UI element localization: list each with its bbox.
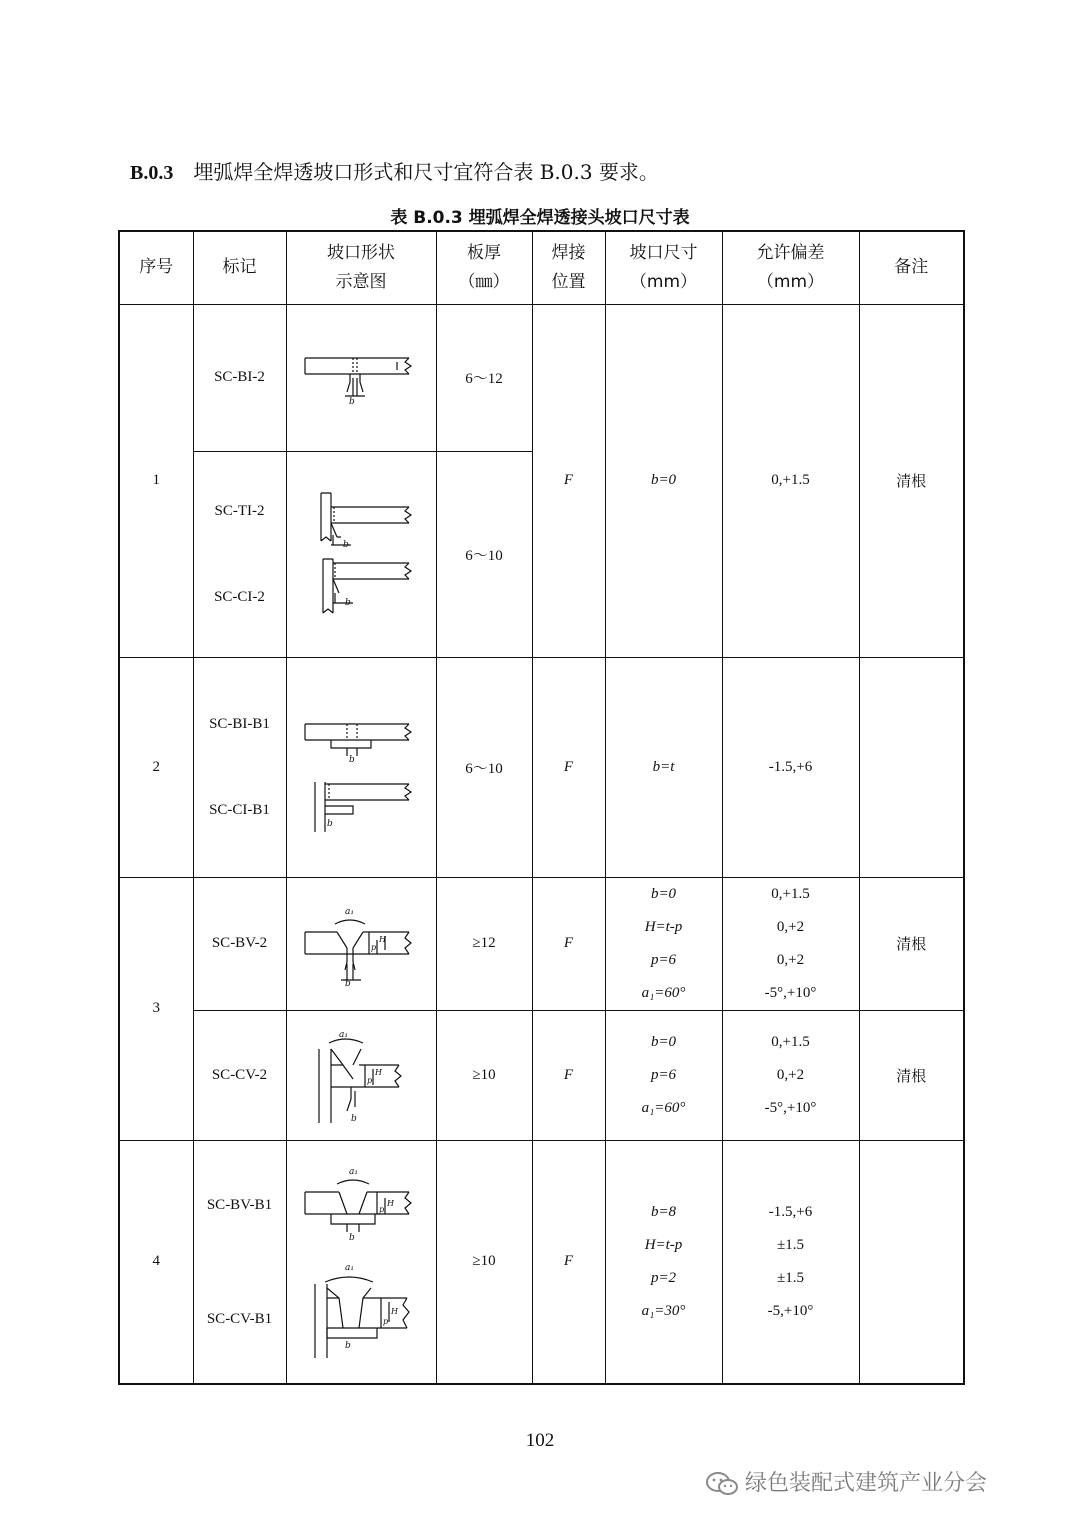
- row2-thickness: 6～10: [436, 657, 532, 877]
- svg-text:b: b: [343, 540, 349, 550]
- watermark-text: 绿色装配式建筑产业分会: [745, 1471, 988, 1496]
- section-heading: [130, 156, 659, 185]
- header-tolerance: 允许偏差 （mm）: [722, 231, 859, 304]
- row4-dims: b=8 H=t-p p=2 a₁=30°: [605, 1140, 722, 1384]
- svg-text:b: b: [351, 1114, 357, 1123]
- v-groove-butt-sketch: [301, 902, 421, 986]
- header-seq: 序号: [119, 231, 193, 304]
- row1-tol: 0,+1.5: [722, 304, 859, 657]
- row3b-tols: 0,+1.5 0,+2 -5°,+10°: [722, 1010, 859, 1140]
- row3-seq: 3: [119, 877, 193, 1140]
- svg-text:b: b: [327, 819, 333, 829]
- v-groove-backing-sketch: [301, 1162, 421, 1362]
- row1-thickness-a: 6～12: [436, 304, 532, 451]
- sketch-sc-ti-ci-2: [286, 451, 436, 657]
- table-row: [119, 657, 964, 877]
- svg-text:b: b: [349, 755, 355, 765]
- mark-sc-ci-2: SC-CI-2: [214, 589, 265, 605]
- sketch-sc-bi-2: [286, 304, 436, 451]
- section-text: 埋弧焊全焊透坡口形式和尺寸宜符合表 B.0.3 要求。: [193, 160, 659, 184]
- row1-dim: b=0: [605, 304, 722, 657]
- row2-note: [859, 657, 964, 877]
- svg-text:p: p: [371, 942, 377, 952]
- butt-joint-sketch: [301, 348, 421, 408]
- header-thickness: 板厚 （㎜）: [436, 231, 532, 304]
- header-note: 备注: [859, 231, 964, 304]
- row1-position: F: [532, 304, 605, 657]
- mark-sc-bi-b1: SC-BI-B1: [209, 716, 270, 732]
- row2-tol: -1.5,+6: [722, 657, 859, 877]
- row3a-position: F: [532, 877, 605, 1010]
- row1-marks-b: [193, 451, 286, 657]
- row3b-position: F: [532, 1010, 605, 1140]
- svg-text:p: p: [379, 1204, 385, 1214]
- row3b-dims: b=0 p=6 a₁=60°: [605, 1010, 722, 1140]
- svg-text:H: H: [387, 1198, 394, 1208]
- row3b-note: 清根: [859, 1010, 964, 1140]
- row3a-tols: 0,+1.5 0,+2 0,+2 -5°,+10°: [722, 877, 859, 1010]
- sketch-sc-bv-2: [286, 877, 436, 1010]
- header-shape: 坡口形状 示意图: [286, 231, 436, 304]
- groove-dimension-table: [118, 230, 965, 1385]
- sketch-row2: [286, 657, 436, 877]
- row1-note: 清根: [859, 304, 964, 657]
- tee-corner-joint-sketch: [301, 489, 421, 619]
- row1-thickness-b: 6～10: [436, 451, 532, 657]
- svg-text:p: p: [383, 1316, 389, 1326]
- row3b-thickness: ≥10: [436, 1010, 532, 1140]
- row4-seq: 4: [119, 1140, 193, 1384]
- v-groove-corner-sketch: [301, 1027, 421, 1123]
- row1-seq: 1: [119, 304, 193, 657]
- row2-seq: 2: [119, 657, 193, 877]
- mark-sc-ci-b1: SC-CI-B1: [209, 802, 270, 818]
- row3a-note: 清根: [859, 877, 964, 1010]
- backing-bar-joint-sketch: [301, 702, 421, 832]
- mark-sc-cv-b1: SC-CV-B1: [206, 1310, 273, 1327]
- row4-position: F: [532, 1140, 605, 1384]
- header-mark: 标记: [193, 231, 286, 304]
- table-row: [119, 1140, 964, 1384]
- row4-marks: [193, 1140, 286, 1384]
- svg-text:b: b: [345, 1340, 351, 1351]
- row3a-dims: b=0 H=t-p p=6 a₁=60°: [605, 877, 722, 1010]
- svg-text:H: H: [379, 934, 386, 944]
- svg-text:a₁: a₁: [345, 1262, 354, 1273]
- row4-note: [859, 1140, 964, 1384]
- mark-sc-bv-b1: SC-BV-B1: [206, 1196, 273, 1213]
- svg-text:b: b: [349, 1232, 355, 1243]
- sketch-row4: [286, 1140, 436, 1384]
- table-caption: 表 B.0.3 埋弧焊全焊透接头坡口尺寸表: [390, 208, 690, 228]
- row2-dim: b=t: [605, 657, 722, 877]
- svg-text:p: p: [367, 1076, 373, 1085]
- svg-text:a₁: a₁: [349, 1166, 358, 1177]
- svg-text:b: b: [345, 978, 351, 986]
- header-row: [119, 231, 964, 304]
- section-number: B.0.3: [130, 162, 174, 184]
- svg-text:b: b: [349, 396, 355, 407]
- svg-text:a₁: a₁: [345, 906, 354, 917]
- page-number: 102: [525, 1430, 555, 1451]
- table-row: [119, 1010, 964, 1140]
- row2-marks: [193, 657, 286, 877]
- row2-position: F: [532, 657, 605, 877]
- row1-mark-a: SC-BI-2: [193, 304, 286, 451]
- row4-tols: -1.5,+6 ±1.5 ±1.5 -5,+10°: [722, 1140, 859, 1384]
- wechat-icon: [705, 1471, 739, 1497]
- svg-text:H: H: [375, 1068, 382, 1077]
- svg-text:H: H: [391, 1306, 398, 1316]
- table-row: [119, 877, 964, 1010]
- mark-sc-ti-2: SC-TI-2: [214, 503, 265, 519]
- table-row: [119, 304, 964, 451]
- sketch-sc-cv-2: [286, 1010, 436, 1140]
- row3a-thickness: ≥12: [436, 877, 532, 1010]
- header-dimension: 坡口尺寸 （mm）: [605, 231, 722, 304]
- row3a-mark: SC-BV-2: [193, 877, 286, 1010]
- watermark: [705, 1466, 987, 1497]
- svg-text:a₁: a₁: [339, 1030, 348, 1040]
- row4-thickness: ≥10: [436, 1140, 532, 1384]
- row3b-mark: SC-CV-2: [193, 1010, 286, 1140]
- header-position: 焊接 位置: [532, 231, 605, 304]
- svg-text:b: b: [345, 598, 351, 608]
